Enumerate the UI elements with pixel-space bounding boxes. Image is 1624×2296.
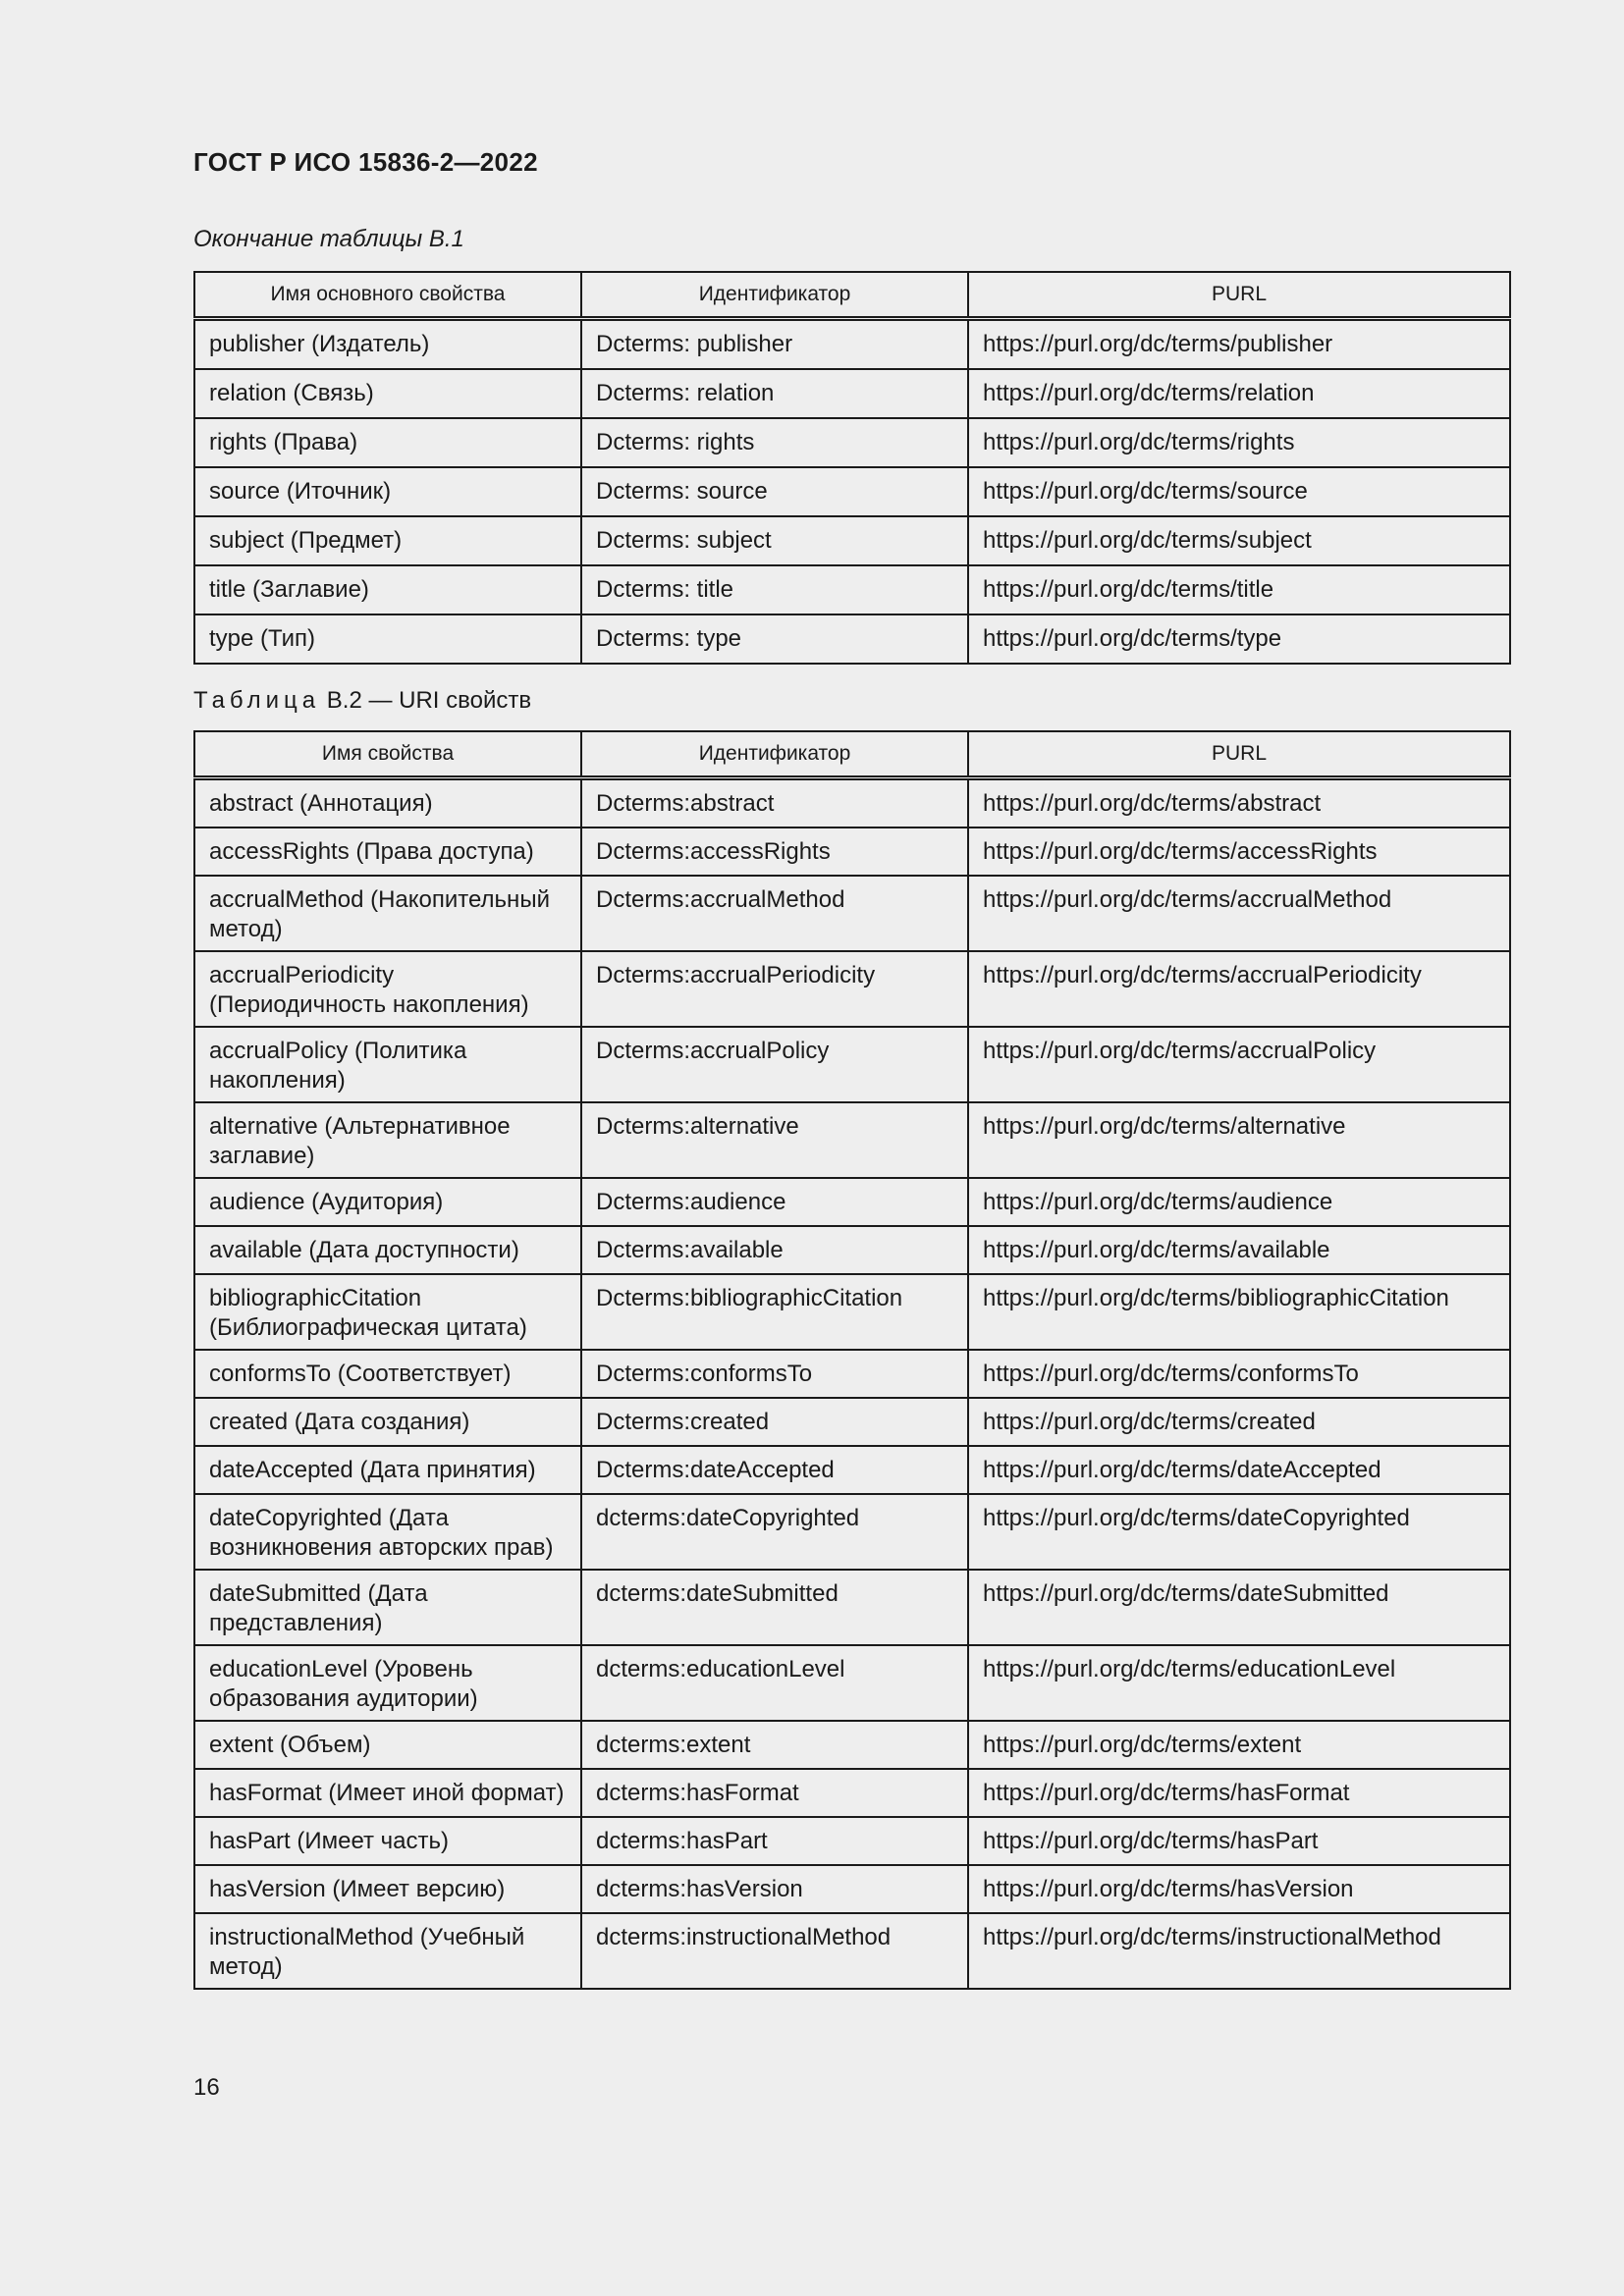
document-header: ГОСТ Р ИСО 15836-2—2022 [193,147,538,177]
identifier-cell: Dcterms:conformsTo [581,1350,968,1398]
purl-cell: https://purl.org/dc/terms/extent [968,1721,1510,1769]
identifier-cell: Dcterms: source [581,467,968,516]
property-name-cell: subject (Предмет) [194,516,581,565]
identifier-cell: Dcterms: subject [581,516,968,565]
purl-cell: https://purl.org/dc/terms/source [968,467,1510,516]
purl-cell: https://purl.org/dc/terms/educationLevel [968,1645,1510,1721]
property-name-cell: publisher (Издатель) [194,319,581,370]
property-name-cell: rights (Права) [194,418,581,467]
column-header-purl: PURL [968,731,1510,778]
table-row [194,1274,1510,1350]
property-name-cell: available (Дата доступности) [194,1226,581,1274]
purl-cell: https://purl.org/dc/terms/abstract [968,778,1510,828]
identifier-cell: dcterms:dateCopyrighted [581,1494,968,1570]
purl-cell: https://purl.org/dc/terms/available [968,1226,1510,1274]
property-name-cell: alternative (Альтернативное заглавие) [194,1102,581,1178]
column-header-identifier: Идентификатор [581,731,968,778]
property-name-cell: accrualPolicy (Политика накопления) [194,1027,581,1102]
table-row [194,778,1510,828]
identifier-cell: dcterms:extent [581,1721,968,1769]
table-2-body [194,778,1510,1990]
identifier-cell: Dcterms:accessRights [581,828,968,876]
identifier-cell: Dcterms:bibliographicCitation [581,1274,968,1350]
identifier-cell: Dcterms:accrualPolicy [581,1027,968,1102]
table-2-caption-text: B.2 — URI свойств [320,687,532,714]
identifier-cell: Dcterms: rights [581,418,968,467]
identifier-cell: dcterms:hasVersion [581,1865,968,1913]
purl-cell: https://purl.org/dc/terms/alternative [968,1102,1510,1178]
table-row [194,1570,1510,1645]
table-row [194,369,1510,418]
identifier-cell: Dcterms: type [581,614,968,664]
page-number: 16 [193,2074,220,2101]
property-name-cell: title (Заглавие) [194,565,581,614]
property-name-cell: hasPart (Имеет часть) [194,1817,581,1865]
purl-cell: https://purl.org/dc/terms/hasPart [968,1817,1510,1865]
table-row [194,951,1510,1027]
purl-cell: https://purl.org/dc/terms/conformsTo [968,1350,1510,1398]
table-2-caption-label: Таблица [193,687,321,714]
purl-cell: https://purl.org/dc/terms/created [968,1398,1510,1446]
property-name-cell: educationLevel (Уровень образования аудитории) [194,1645,581,1721]
identifier-cell: Dcterms: publisher [581,319,968,370]
table-row [194,876,1510,951]
property-name-cell: audience (Аудитория) [194,1178,581,1226]
table-row [194,1645,1510,1721]
table-1-caption: Окончание таблицы В.1 [193,226,464,252]
property-name-cell: created (Дата создания) [194,1398,581,1446]
table-row [194,565,1510,614]
identifier-cell: dcterms:educationLevel [581,1645,968,1721]
purl-cell: https://purl.org/dc/terms/accrualPeriodicity [968,951,1510,1027]
table-row [194,1350,1510,1398]
property-name-cell: conformsTo (Соответствует) [194,1350,581,1398]
table-row [194,1865,1510,1913]
identifier-cell: Dcterms:created [581,1398,968,1446]
purl-cell: https://purl.org/dc/terms/instructionalMethod [968,1913,1510,1989]
purl-cell: https://purl.org/dc/terms/bibliographicCitation [968,1274,1510,1350]
column-header-main-property: Имя основного свойства [194,272,581,319]
property-name-cell: dateCopyrighted (Дата возникновения авторских прав) [194,1494,581,1570]
property-name-cell: instructionalMethod (Учебный метод) [194,1913,581,1989]
table-2-caption [193,687,531,715]
purl-cell: https://purl.org/dc/terms/hasVersion [968,1865,1510,1913]
table-row [194,1446,1510,1494]
property-name-cell: accrualPeriodicity (Периодичность накопления) [194,951,581,1027]
identifier-cell: Dcterms:alternative [581,1102,968,1178]
purl-cell: https://purl.org/dc/terms/audience [968,1178,1510,1226]
table-1-body [194,319,1510,665]
table-row [194,828,1510,876]
purl-cell: https://purl.org/dc/terms/type [968,614,1510,664]
property-name-cell: hasFormat (Имеет иной формат) [194,1769,581,1817]
identifier-cell: Dcterms: relation [581,369,968,418]
property-name-cell: accrualMethod (Накопительный метод) [194,876,581,951]
table-row [194,1494,1510,1570]
property-name-cell: bibliographicCitation (Библиографическая цитата) [194,1274,581,1350]
property-name-cell: extent (Объем) [194,1721,581,1769]
property-name-cell: dateAccepted (Дата принятия) [194,1446,581,1494]
property-name-cell: hasVersion (Имеет версию) [194,1865,581,1913]
table-row [194,1769,1510,1817]
table-row [194,1398,1510,1446]
table-row [194,467,1510,516]
identifier-cell: Dcterms: title [581,565,968,614]
identifier-cell: dcterms:dateSubmitted [581,1570,968,1645]
purl-cell: https://purl.org/dc/terms/accrualPolicy [968,1027,1510,1102]
column-header-identifier: Идентификатор [581,272,968,319]
identifier-cell: Dcterms:available [581,1226,968,1274]
purl-cell: https://purl.org/dc/terms/dateSubmitted [968,1570,1510,1645]
table-row [194,516,1510,565]
identifier-cell: dcterms:instructionalMethod [581,1913,968,1989]
purl-cell: https://purl.org/dc/terms/title [968,565,1510,614]
table-1 [193,271,1511,665]
property-name-cell: source (Иточник) [194,467,581,516]
identifier-cell: Dcterms:dateAccepted [581,1446,968,1494]
table-row [194,319,1510,370]
identifier-cell: Dcterms:abstract [581,778,968,828]
purl-cell: https://purl.org/dc/terms/accessRights [968,828,1510,876]
property-name-cell: abstract (Аннотация) [194,778,581,828]
identifier-cell: dcterms:hasPart [581,1817,968,1865]
table-row [194,1913,1510,1989]
table-row [194,1027,1510,1102]
table-row [194,1102,1510,1178]
table-row [194,1178,1510,1226]
purl-cell: https://purl.org/dc/terms/hasFormat [968,1769,1510,1817]
table-row [194,1226,1510,1274]
identifier-cell: Dcterms:audience [581,1178,968,1226]
purl-cell: https://purl.org/dc/terms/rights [968,418,1510,467]
table-row [194,1721,1510,1769]
identifier-cell: dcterms:hasFormat [581,1769,968,1817]
table-row [194,1817,1510,1865]
column-header-property: Имя свойства [194,731,581,778]
purl-cell: https://purl.org/dc/terms/publisher [968,319,1510,370]
purl-cell: https://purl.org/dc/terms/accrualMethod [968,876,1510,951]
table-1-header-row [194,272,1510,319]
table-row [194,614,1510,664]
purl-cell: https://purl.org/dc/terms/subject [968,516,1510,565]
table-2 [193,730,1511,1990]
purl-cell: https://purl.org/dc/terms/dateAccepted [968,1446,1510,1494]
property-name-cell: dateSubmitted (Дата представления) [194,1570,581,1645]
property-name-cell: type (Тип) [194,614,581,664]
column-header-purl: PURL [968,272,1510,319]
property-name-cell: accessRights (Права доступа) [194,828,581,876]
identifier-cell: Dcterms:accrualMethod [581,876,968,951]
table-row [194,418,1510,467]
table-2-header-row [194,731,1510,778]
purl-cell: https://purl.org/dc/terms/dateCopyrighted [968,1494,1510,1570]
identifier-cell: Dcterms:accrualPeriodicity [581,951,968,1027]
property-name-cell: relation (Связь) [194,369,581,418]
purl-cell: https://purl.org/dc/terms/relation [968,369,1510,418]
